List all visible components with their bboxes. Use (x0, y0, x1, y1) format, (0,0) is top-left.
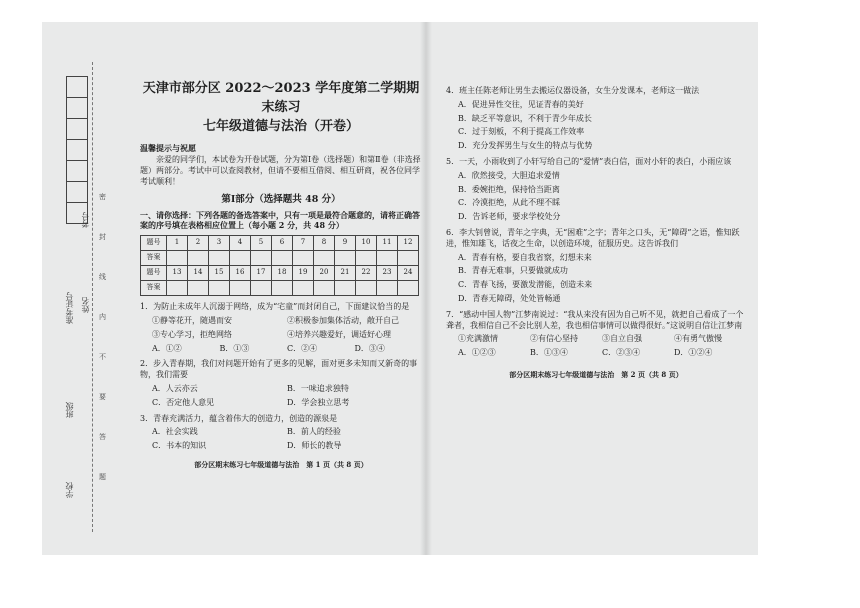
question-number-cell: 1 (167, 236, 188, 251)
question-1 (140, 302, 422, 354)
answer-cell[interactable] (293, 281, 314, 296)
exam-title: 天津市部分区 2022～2023 学年度第二学期期末练习 (142, 81, 420, 115)
answer-option[interactable]: B．委婉拒绝，保持恰当距离 (458, 184, 560, 194)
answer-option[interactable]: D．充分发挥男生与女生的特点与优势 (458, 141, 593, 151)
answer-option[interactable]: D．学会独立思考 (287, 397, 350, 407)
question-number-cell: 17 (251, 266, 272, 281)
id-box[interactable] (66, 160, 88, 182)
question-number-row (141, 236, 419, 251)
question-4 (446, 86, 746, 152)
seal-char: 题 (99, 473, 106, 481)
seal-line (92, 62, 93, 532)
answer-cell[interactable] (230, 281, 251, 296)
question-stem: 4．班主任陈老师让男生去搬运仪器设备，女生分发课本，老师这一做法 (446, 86, 700, 95)
page-1 (140, 80, 422, 470)
seal-char: 不 (99, 353, 106, 361)
statement-item: ④有勇气傲慢 (674, 334, 722, 344)
statement-item: ④培养兴趣爱好，调适好心理 (287, 329, 391, 339)
statement-item: ②积极参加集体活动，敞开自己 (287, 315, 399, 325)
seal-char: 密 (99, 193, 106, 201)
question-number-cell: 15 (209, 266, 230, 281)
answer-option[interactable]: D．青春无障碍，处处皆畅通 (458, 293, 561, 303)
seal-char: 要 (99, 393, 106, 401)
question-number-cell: 23 (377, 266, 398, 281)
page-footer: 部分区期末练习七年级道德与法治 第 2 页（共 8 页） (509, 369, 683, 379)
statement-item: ③自立自强 (602, 334, 642, 344)
statement-item: ①静等花开，随遇而安 (152, 315, 232, 325)
answer-option[interactable]: B．缺乏平等意识，不利于青少年成长 (458, 113, 592, 123)
statement-item: ①充满激情 (458, 334, 498, 344)
answer-cell[interactable] (314, 281, 335, 296)
question-number-cell: 14 (188, 266, 209, 281)
answer-cell[interactable] (398, 281, 419, 296)
answer-cell[interactable] (188, 281, 209, 296)
answer-cell[interactable] (377, 251, 398, 266)
answer-cell[interactable] (167, 281, 188, 296)
answer-option[interactable]: B．青春无难事，只要做就成功 (458, 266, 568, 276)
question-stem: 5．一天，小雨收到了小轩写给自己的“爱情”表白信，面对小轩的表白，小雨应该 (446, 156, 732, 166)
answer-option[interactable]: C．冷漠拒绝，从此不理不睬 (458, 198, 561, 208)
seal-char: 答 (99, 433, 106, 441)
question-stem: 1．为防止未成年人沉溺于网络，成为“宅童”而封闭自己，下面建议恰当的是 (140, 302, 410, 312)
answer-option[interactable]: C．过于刻板，不利于提高工作效率 (458, 127, 585, 137)
answer-cell[interactable] (251, 251, 272, 266)
instruction-text: 一、请你选择：下列各题的备选答案中，只有一项是最符合题意的，请将正确答案的序号填在表格相应位置上（每小题 2 分，共 48 分） (140, 209, 420, 231)
table-label: 答案 (141, 281, 167, 296)
page-2 (446, 86, 746, 379)
school-label: 学校 (65, 482, 74, 498)
answer-cell[interactable] (251, 281, 272, 296)
number-label: 考号 (81, 212, 90, 228)
answer-cell[interactable] (209, 251, 230, 266)
statement-item: ③专心学习，拒绝网络 (152, 329, 232, 339)
answer-cell[interactable] (377, 281, 398, 296)
name-label: 姓名 (81, 297, 90, 313)
answer-option[interactable]: C．②④ (287, 343, 318, 353)
question-number-cell: 20 (314, 266, 335, 281)
class-label: 班级 (65, 402, 74, 418)
statement-item: ②有信心坚持 (530, 334, 578, 344)
answer-cell[interactable] (335, 281, 356, 296)
answer-option[interactable]: D．告诉老师，要求学校处分 (458, 212, 561, 222)
answer-option[interactable]: A．①②③ (458, 348, 496, 358)
question-stem: 2．步入青春期，我们对问题开始有了更多的见解，面对更多未知而又新奇的事物，我们需要 (140, 359, 418, 380)
answer-cell[interactable] (188, 251, 209, 266)
id-box[interactable] (66, 181, 88, 203)
table-label: 题号 (141, 236, 167, 251)
question-stem: 6．李大钊曾说，青年之字典，无“困难”之字；青年之口头，无“障碍”之语，惟知跃进，惟知雄飞，话夜之生命，以创造环境，征服历史。这告诉我们 (446, 227, 740, 248)
question-5 (446, 157, 746, 223)
answer-cell[interactable] (335, 251, 356, 266)
answer-cell[interactable] (314, 251, 335, 266)
answer-option[interactable]: B．①③ (219, 343, 250, 353)
question-number-cell: 7 (293, 236, 314, 251)
answer-option[interactable]: A．欣然接受，大胆追求爱情 (458, 170, 560, 180)
answer-option[interactable]: D．师长的教导 (287, 441, 342, 451)
question-stem: 3．青春充满活力，蕴含着伟大的创造力，创造的源泉是 (140, 413, 338, 423)
question-number-row (141, 266, 419, 281)
question-number-cell: 2 (188, 236, 209, 251)
exam-no-label: 准考证号 (65, 292, 74, 324)
question-7 (446, 310, 746, 359)
answer-option[interactable]: A．青春有格，要自我省察，幻想未来 (458, 252, 592, 262)
seal-char: 线 (99, 273, 106, 281)
answer-option[interactable]: A．社会实践 (152, 427, 198, 437)
binding-margin (58, 62, 120, 532)
answer-cell[interactable] (398, 251, 419, 266)
id-box[interactable] (66, 139, 88, 161)
answer-cell[interactable] (209, 281, 230, 296)
answer-option[interactable]: C．②③④ (602, 348, 641, 358)
question-number-cell: 4 (230, 236, 251, 251)
id-box[interactable] (66, 97, 88, 119)
question-number-cell: 18 (272, 266, 293, 281)
question-number-cell: 12 (398, 236, 419, 251)
answer-option[interactable]: D．①②④ (674, 348, 713, 358)
answer-option[interactable]: B．①③④ (530, 348, 568, 358)
seal-char: 内 (99, 313, 106, 321)
answer-cell[interactable] (272, 281, 293, 296)
answer-cell[interactable] (356, 281, 377, 296)
answer-option[interactable]: A．促进异性交往，见证青春的美好 (458, 99, 584, 109)
part1-heading: 第Ⅰ部分（选择题共 48 分） (221, 193, 341, 205)
question-number-cell: 19 (293, 266, 314, 281)
page-footer: 部分区期末练习七年级道德与法治 第 1 页（共 8 页） (194, 460, 368, 470)
answer-option[interactable]: C．青春飞扬，要激发潜能，创造未来 (458, 280, 593, 290)
answer-cell[interactable] (356, 251, 377, 266)
id-box[interactable] (66, 76, 88, 98)
answer-option[interactable]: A．①② (152, 343, 182, 353)
question-number-cell: 8 (314, 236, 335, 251)
answer-row (141, 251, 419, 266)
question-number-cell: 16 (230, 266, 251, 281)
question-number-cell: 21 (335, 266, 356, 281)
question-number-cell: 5 (251, 236, 272, 251)
question-number-cell: 13 (167, 266, 188, 281)
question-6 (446, 228, 746, 305)
exam-number-boxes (66, 76, 88, 223)
question-number-cell: 6 (272, 236, 293, 251)
question-number-cell: 3 (209, 236, 230, 251)
greeting-heading: 温馨提示与祝愿 (140, 142, 196, 153)
answer-option[interactable]: C．书本的知识 (152, 441, 207, 451)
question-number-cell: 10 (356, 236, 377, 251)
answer-cell[interactable] (167, 251, 188, 266)
table-label: 题号 (141, 266, 167, 281)
answer-option[interactable]: B．前人的经验 (287, 427, 341, 437)
question-stem: 7．“感动中国人物”江梦南说过：“我从来没有因为自己听不见，就把自己看成了一个聋者，我相信自己不会比别人差，我也相信事情可以做得很好。”这说明自信让江梦南 (446, 309, 744, 330)
question-number-cell: 11 (377, 236, 398, 251)
answer-cell[interactable] (230, 251, 251, 266)
answer-table (140, 235, 419, 296)
answer-option[interactable]: A．人云亦云 (152, 383, 198, 393)
seal-char: 封 (99, 233, 106, 241)
table-label: 答案 (141, 251, 167, 266)
answer-cell[interactable] (272, 251, 293, 266)
answer-row (141, 281, 419, 296)
question-number-cell: 9 (335, 236, 356, 251)
question-3 (140, 414, 422, 452)
answer-option[interactable]: B．一味追求独特 (287, 383, 349, 393)
answer-option[interactable]: D．③④ (354, 343, 385, 353)
exam-subtitle: 七年级道德与法治（开卷） (202, 118, 359, 134)
question-number-cell: 24 (398, 266, 419, 281)
question-number-cell: 22 (356, 266, 377, 281)
question-2 (140, 359, 422, 408)
answer-option[interactable]: C．否定他人意见 (152, 397, 215, 407)
greeting-text: 亲爱的同学们，本试卷为开卷试题，分为第Ⅰ卷（选择题）和第Ⅱ卷（非选择题）两部分。考试中可以查阅教材，但请不要相互借阅、相互研商，祝各位同学考试顺利！ (140, 155, 421, 186)
id-box[interactable] (66, 118, 88, 140)
answer-cell[interactable] (293, 251, 314, 266)
